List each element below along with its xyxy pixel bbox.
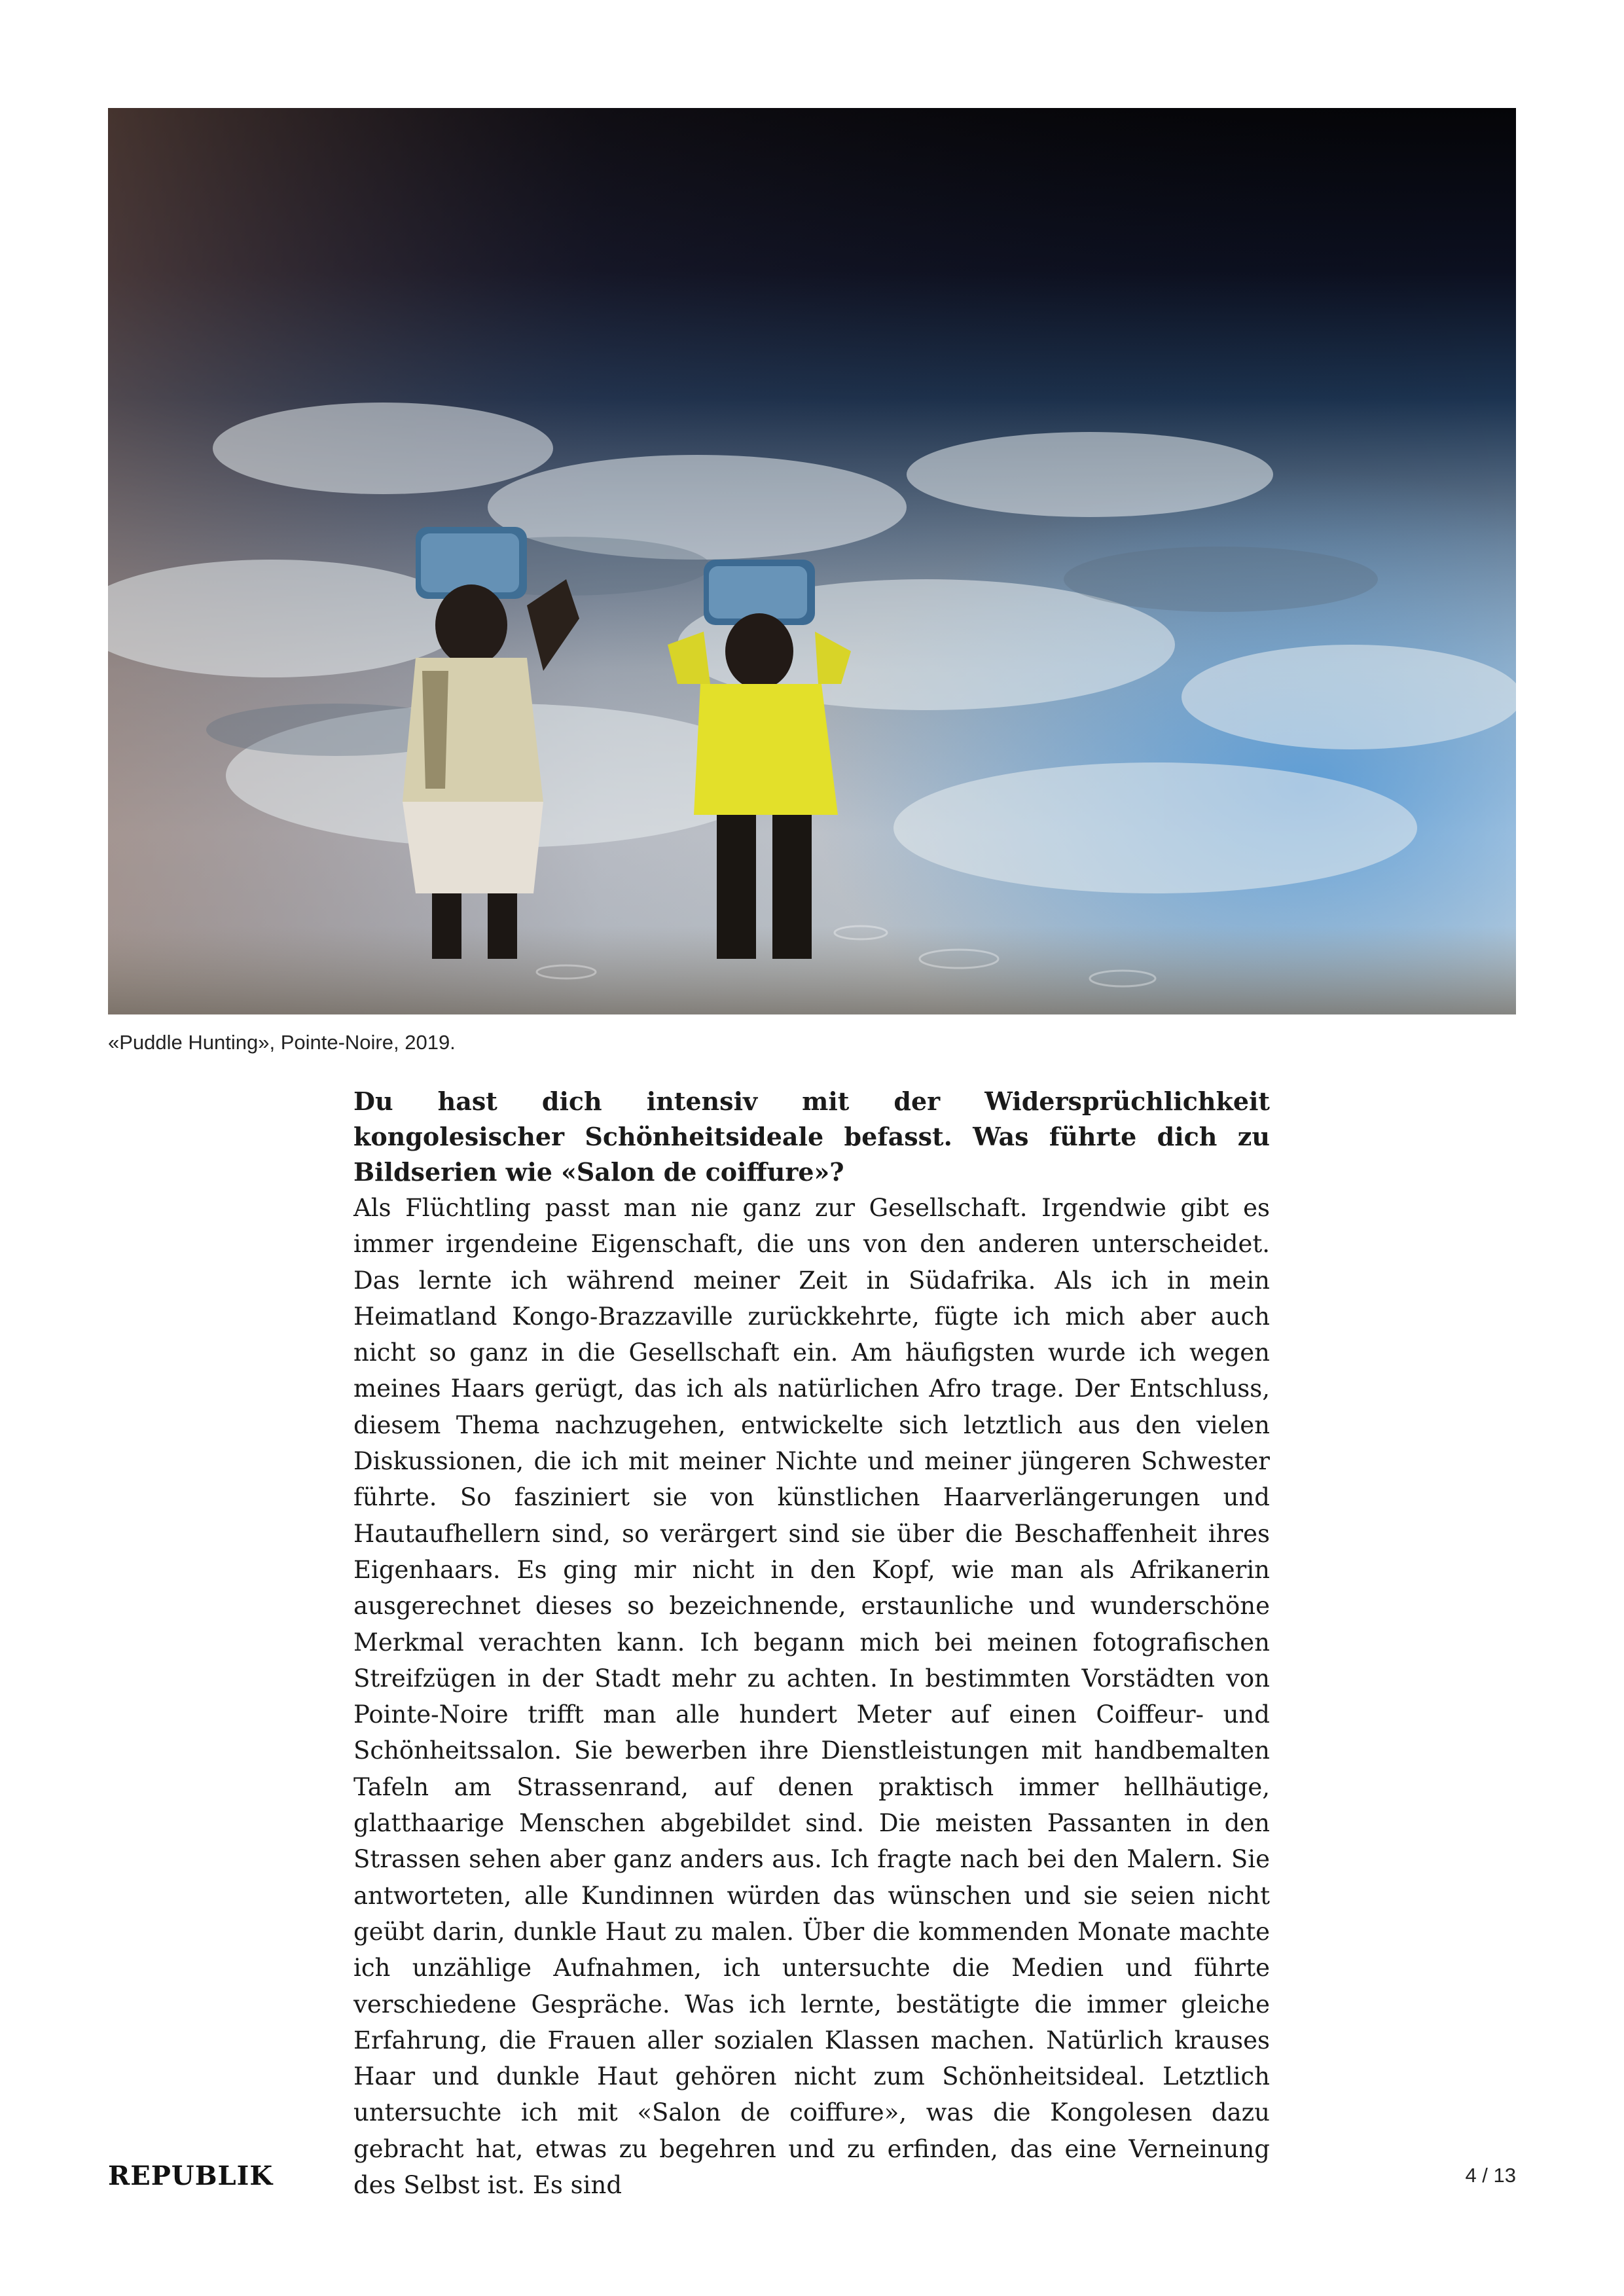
article-body [353,1084,1270,2203]
page-number: 4 / 13 [1465,2164,1516,2187]
interview-question: Du hast dich intensiv mit der Widersprüchlichkeit kongolesischer Schönheitsideale befasst. Was führte dich zu Bildserien wie «Salon de coiffure»? [353,1086,1270,1187]
interview-answer: Als Flüchtling passt man nie ganz zur Gesellschaft. Irgendwie gibt es immer irgendeine Eigenschaft, die uns von den anderen unterscheidet. Das lernte ich während meiner Zeit in Südafrika. Als ich in mein Heimatland Kongo-Brazzaville zurückkehrte, fügte ich mich aber auch nicht so ganz in die Gesellschaft ein. Am häufigsten wurde ich wegen meines Haars gerügt, das ich als natürlichen Afro trage. Der Entschluss, diesem Thema nachzugehen, entwickelte sich letztlich aus den vielen Diskussionen, die ich mit meiner Nichte und meiner jüngeren Schwester führte. So fasziniert sie von künstlichen Haarverlängerungen und Hautaufhellern sind, so verärgert sind sie über die Beschaffenheit ihres Eigenhaars. Es ging mir nicht in den Kopf, wie man als Afrikanerin ausgerechnet dieses so bezeichnende, erstaunliche und wunderschöne Merkmal verachten kann. Ich begann mich bei meinen fotografischen Streifzügen in der Stadt mehr zu achten. In bestimmten Vorstädten von Pointe-Noire trifft man alle hundert Meter auf einen Coiffeur- und Schönheitssalon. Sie bewerben ihre Dienstleistungen mit handbemalten Tafeln am Strassenrand, auf denen praktisch immer hellhäutige, glatthaarige Menschen abgebildet sind. Die meisten Passanten in den Strassen sehen aber ganz anders aus. Ich fragte nach bei den Malern. Sie antworteten, alle Kundinnen würden das wünschen und sie seien nicht geübt darin, dunkle Haut zu malen. Über die kommenden Monate machte ich unzählige Aufnahmen, ich untersuchte die Medien und führte verschiedene Gespräche. Was ich lernte, bestätigte die immer gleiche Erfahrung, die Frauen aller sozialen Klassen machen. Natürlich krauses Haar und dunkle Haut gehören nicht zum Schönheitsideal. Letztlich untersuchte ich mit «Salon de coiffure», was die Kongolesen dazu gebracht hat, etwas zu begehren und zu erfinden, das eine Verneinung des Selbst ist. Es sind [353,1194,1270,2200]
photo-caption: «Puddle Hunting», Pointe-Noire, 2019. [108,1031,456,1054]
photo-illustration [108,108,1516,1014]
publication-logo: REPUBLIK [108,2161,274,2191]
article-photo [108,108,1516,1014]
